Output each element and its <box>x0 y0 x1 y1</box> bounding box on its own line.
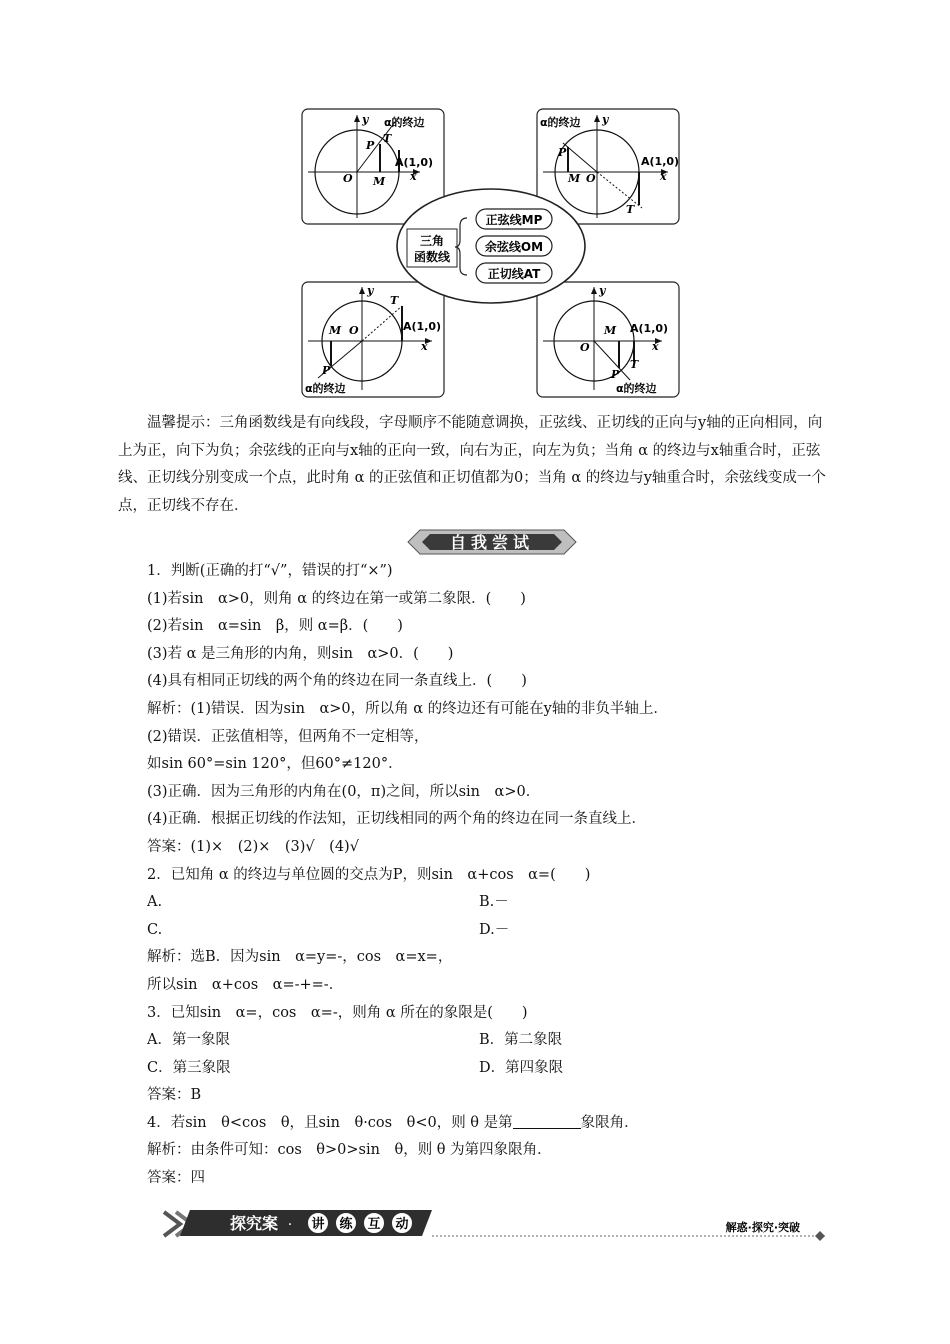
q2-stem: 2．已知角 α 的终边与单位圆的交点为P，则sin α+cos α=( ) <box>147 866 591 883</box>
point-a-label: A(1,0) <box>630 322 669 335</box>
point-a-label: A(1,0) <box>395 156 434 169</box>
footer-banner-left: 探究案 <box>229 1214 279 1233</box>
q1-stem: 1．判断(正确的打“√”，错误的打“×”) <box>147 563 393 579</box>
point-a-label: A(1,0) <box>641 155 680 168</box>
item-sine-line: 正弦线MP <box>485 213 543 227</box>
tip-paragraph: 温馨提示：三角函数线是有向线段，字母顺序不能随意调换，正弦线、正切线的正向与y轴的正向相同，向上为正，向下为负；余弦线的正向与x轴的正向一致，向右为正，向左为负；当角 α 的终边与x轴重合时，正弦线、正切线分别变成一个点，此时角 α 的正弦值和正切值都为0；当角 α 的终边与y轴重合时，余弦线变成一个点，正切线不存在． <box>118 415 826 514</box>
point-t-label: T <box>390 294 399 307</box>
panel-quadrant-4 <box>537 282 679 397</box>
point-t-label: T <box>383 132 392 145</box>
badge-4: 动 <box>395 1217 409 1232</box>
q2-analysis-1: 解析：选B．因为sin α=y=-，cos α=x=， <box>147 949 453 966</box>
y-axis-label: y <box>599 284 606 297</box>
terminal-side-label: α的终边 <box>540 116 581 129</box>
point-m-label: M <box>604 324 617 337</box>
item-cosine-line: 余弦线OM <box>484 240 544 254</box>
item-tangent-line: 正切线AT <box>487 267 541 281</box>
point-t-label: T <box>630 358 639 371</box>
q2-option-a: A. <box>147 894 163 911</box>
q4-stem-before: 4．若sin θ<cos θ，且sin θ·cos θ<0，则 θ 是第 <box>147 1114 513 1131</box>
origin-label: O <box>586 172 596 185</box>
section-banner <box>406 526 578 558</box>
q1-answer: 答案：(1)× (2)× (3)√ (4)√ <box>147 838 359 855</box>
q2-options-row-1 <box>147 889 847 917</box>
q3-option-c: C．第三象限 <box>147 1059 231 1076</box>
point-t-label: T <box>626 203 635 216</box>
q1-analysis-3: 如sin 60°=sin 120°，但60°≠120°． <box>147 756 403 773</box>
point-m-label: M <box>568 172 581 185</box>
q4-analysis: 解析：由条件可知：cos θ>0>sin θ，则 θ 为第四象限角． <box>147 1142 552 1159</box>
svg-text:·: · <box>287 1217 293 1233</box>
center-label-line-2: 函数线 <box>413 250 451 264</box>
q2-options-row-2 <box>147 917 847 945</box>
q1-analysis-2: (2)错误．正弦值相等，但两角不一定相等， <box>147 728 429 745</box>
q4-stem-after: 象限角． <box>580 1114 639 1131</box>
center-label-line-1: 三角 <box>419 234 445 248</box>
q1-item-1: (1)若sin α>0，则角 α 的终边在第一或第二象限．( ) <box>147 590 526 607</box>
trig-lines-diagram <box>0 0 950 405</box>
point-p-label: P <box>366 139 375 152</box>
point-m-label: M <box>373 175 386 188</box>
q3-options-row-1 <box>147 1027 847 1055</box>
q1-item-2: (2)若sin α=sin β，则 α=β．( ) <box>147 618 403 635</box>
q1-item-3: (3)若 α 是三角形的内角，则sin α>0．( ) <box>147 645 454 662</box>
point-p-label: P <box>558 146 567 159</box>
x-axis-label: x <box>421 340 428 353</box>
q1-item-4: (4)具有相同正切线的两个角的终边在同一条直线上．( ) <box>147 673 527 690</box>
badge-1: 讲 <box>311 1217 325 1232</box>
q2-option-d: D.－ <box>479 921 510 938</box>
footer-right-text: 解惑·探究·突破 <box>725 1221 800 1234</box>
point-p-label: P <box>611 368 620 381</box>
terminal-side-label: α的终边 <box>384 116 425 129</box>
q4-stem <box>147 1110 847 1138</box>
q3-option-d: D．第四象限 <box>479 1059 564 1076</box>
q3-answer: 答案：B <box>147 1087 202 1104</box>
point-m-label: M <box>329 324 342 337</box>
q2-analysis-2: 所以sin α+cos α=-+=-． <box>147 976 344 993</box>
panel-quadrant-3 <box>302 282 444 397</box>
footer-banner <box>150 1204 840 1244</box>
point-a-label: A(1,0) <box>403 320 442 333</box>
q1-analysis-1: 解析：(1)错误．因为sin α>0，所以角 α 的终边还有可能在y轴的非负半轴上． <box>147 700 668 717</box>
q4-answer: 答案：四 <box>147 1170 205 1187</box>
point-p-label: P <box>322 364 331 377</box>
exercise-list <box>147 558 847 1193</box>
origin-label: O <box>349 324 359 337</box>
x-axis-label: x <box>652 340 659 353</box>
q1-analysis-5: (4)正确．根据正切线的作法知，正切线相同的两个角的终边在同一条直线上． <box>147 811 647 828</box>
q3-option-a: A．第一象限 <box>147 1032 230 1049</box>
q3-option-b: B．第二象限 <box>479 1032 563 1049</box>
q2-option-c: C. <box>147 921 163 938</box>
q3-stem: 3．已知sin α=，cos α=-，则角 α 所在的象限是( ) <box>147 1004 528 1021</box>
terminal-side-label: α的终边 <box>616 382 657 395</box>
y-axis-label: y <box>362 113 369 126</box>
section-title: 自我尝试 <box>449 533 535 552</box>
origin-label: O <box>343 172 353 185</box>
center-concept-map <box>397 189 585 303</box>
q3-options-row-2 <box>147 1055 847 1083</box>
terminal-side-label: α的终边 <box>305 382 346 395</box>
y-axis-label: y <box>367 284 374 297</box>
origin-label: O <box>580 341 590 354</box>
q4-answer-blank <box>513 1112 581 1129</box>
x-axis-label: x <box>410 170 417 183</box>
x-axis-label: x <box>660 170 667 183</box>
badge-2: 练 <box>339 1217 353 1232</box>
diamond-icon <box>815 1231 825 1241</box>
q2-option-b: B.－ <box>479 894 509 911</box>
y-axis-label: y <box>602 113 609 126</box>
badge-3: 互 <box>367 1217 381 1232</box>
q1-analysis-4: (3)正确．因为三角形的内角在(0，π)之间，所以sin α>0． <box>147 783 541 800</box>
